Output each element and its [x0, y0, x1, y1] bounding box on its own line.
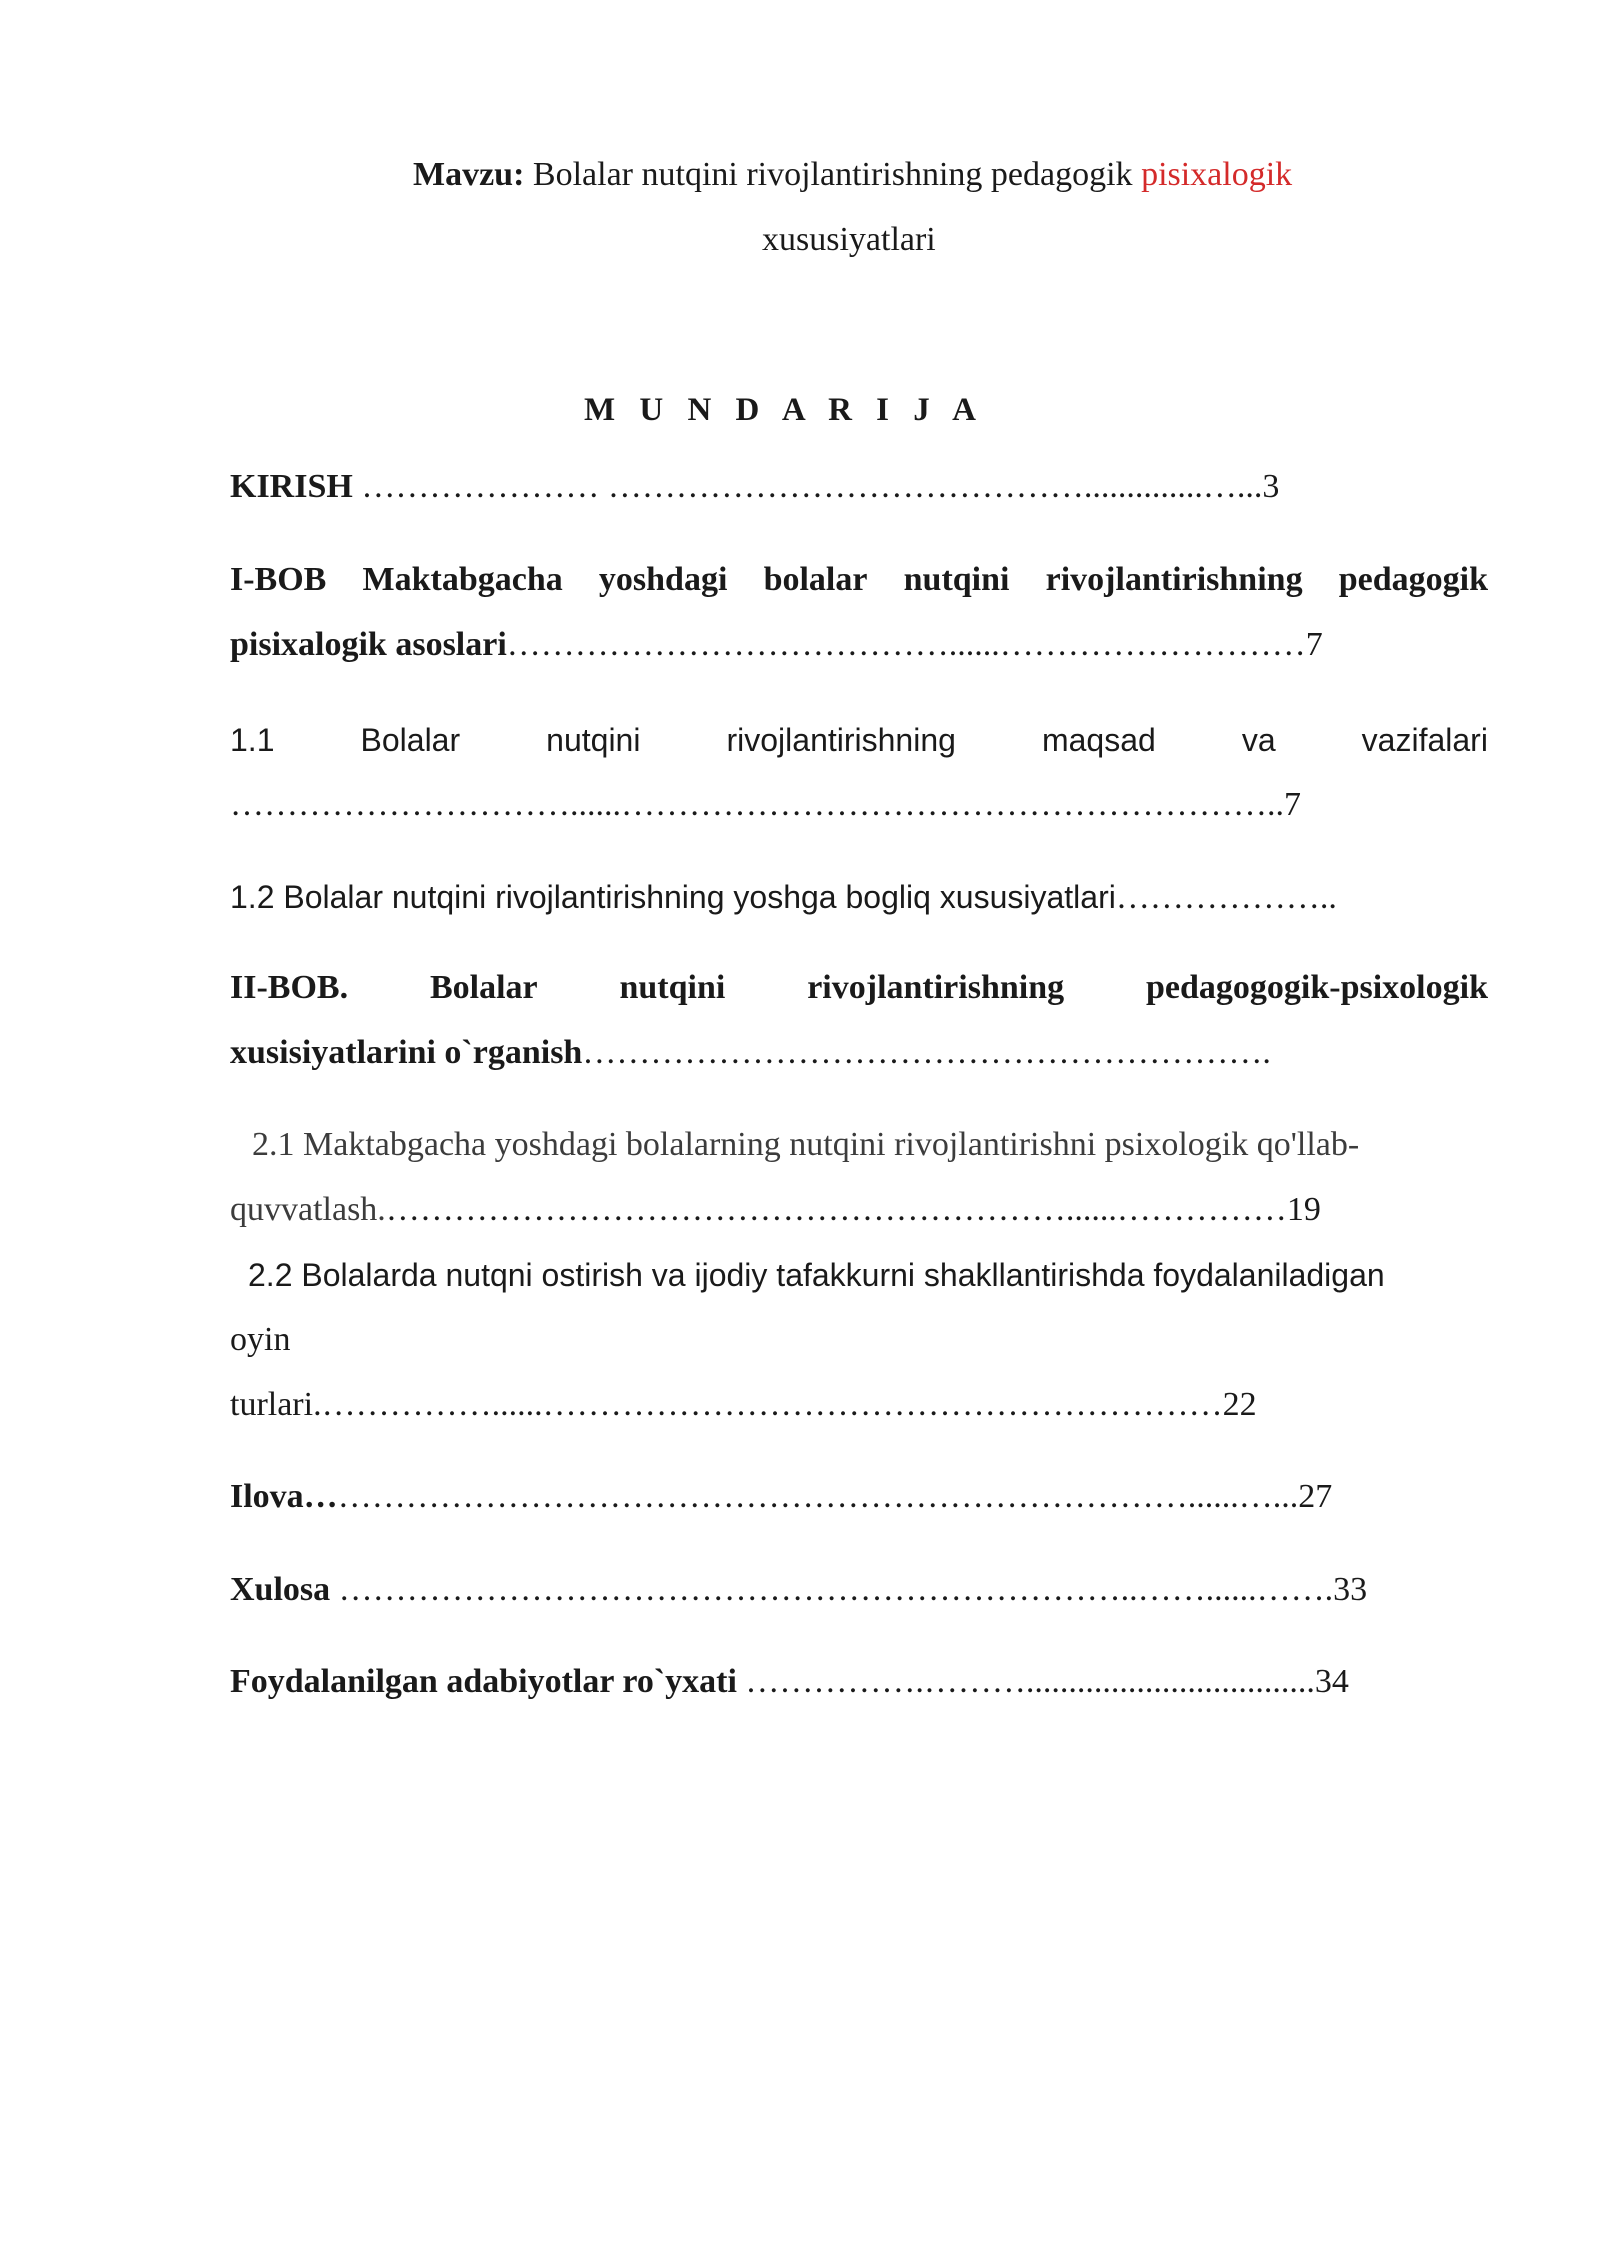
toc-word: pedagogik: [1338, 561, 1488, 598]
toc-page-number: 22: [1222, 1386, 1257, 1423]
toc-entry-1-1-line1: [230, 720, 1488, 760]
toc-entry-bob1-line1: [230, 560, 1488, 600]
toc-entry-kirish: [230, 467, 1279, 507]
toc-word: nutqini: [619, 969, 726, 1006]
topic-label: Mavzu:: [413, 156, 525, 193]
toc-page-number: 7: [1284, 786, 1301, 823]
toc-heading: M U N D A R I J A: [584, 392, 985, 428]
toc-entry-1-1-line2: [230, 785, 1301, 825]
toc-word: I-BOB: [230, 561, 327, 598]
toc-dots: ……………………………………………………………..……......…….: [338, 1571, 1334, 1608]
toc-entry-2-2-line3: [230, 1385, 1257, 1425]
toc-page-number: 33: [1333, 1571, 1368, 1608]
toc-entry-label: Xulosa: [230, 1571, 331, 1608]
topic-line-1: [413, 155, 1292, 195]
toc-page-number: 19: [1286, 1191, 1321, 1228]
toc-dots: …………….………..................................: [745, 1663, 1315, 1700]
toc-dots: ………………..: [1115, 879, 1337, 916]
toc-word: nutqini: [546, 722, 641, 758]
toc-entry-bob2-line1: [230, 968, 1488, 1008]
toc-page-number: 7: [1305, 626, 1323, 663]
toc-entry-ilova: [230, 1477, 1332, 1517]
toc-entry-label: quvvatlash.: [230, 1191, 386, 1228]
toc-entry-label: Foydalanilgan adabiyotlar ro`yxati: [230, 1663, 737, 1700]
toc-word: nutqini: [903, 561, 1010, 598]
toc-entry-2-1-line1: 2.1 Maktabgacha yoshdagi bolalarning nutqini rivojlantirishni psixologik qo'llab-: [252, 1126, 1360, 1163]
toc-word: rivojlantirishning: [726, 722, 956, 758]
toc-word: II-BOB.: [230, 969, 349, 1006]
toc-word: pedagogogik-psixologik: [1146, 969, 1488, 1006]
toc-word: yoshdagi: [598, 561, 728, 598]
toc-dots: ………………… ……………………………………..............…...: [361, 468, 1263, 505]
toc-entry-1-2: [230, 877, 1337, 918]
toc-page-number: 34: [1314, 1663, 1349, 1700]
topic-line-2: xususiyatlari: [762, 221, 936, 258]
toc-entry-label: KIRISH: [230, 468, 353, 505]
toc-entry-label: Ilova…: [230, 1478, 338, 1515]
toc-dots: …………………………………......………………………: [506, 626, 1306, 663]
toc-entry-2-2-line2: oyin: [230, 1321, 291, 1358]
toc-word: va: [1241, 722, 1276, 758]
toc-dots: ……………......……………………………………………………: [321, 1386, 1223, 1423]
toc-dots: …………………………......…………………………………………………..: [230, 786, 1284, 823]
toc-entry-references: [230, 1662, 1349, 1702]
toc-word: rivojlantirishning: [807, 969, 1065, 1006]
toc-word: maqsad: [1041, 722, 1156, 758]
topic-highlight: pisixalogik: [1141, 156, 1293, 193]
toc-dots: …………………………………………………………………......…...: [337, 1478, 1299, 1515]
toc-page-number: 27: [1298, 1478, 1333, 1515]
toc-page-number: 3: [1262, 468, 1280, 505]
toc-word: bolalar: [763, 561, 868, 598]
toc-entry-bob2-line2: [230, 1033, 1271, 1073]
toc-entry-label: xusisiyatlarini o`rganish: [230, 1034, 583, 1071]
toc-entry-label: 1.2 Bolalar nutqini rivojlantirishning yoshga bogliq xususiyatlari: [230, 879, 1116, 915]
toc-entry-bob1-line2: [230, 625, 1323, 665]
toc-word: Bolalar: [360, 722, 461, 758]
toc-entry-2-1-line2: [230, 1190, 1321, 1230]
toc-dots: …………………………………………………….: [582, 1034, 1271, 1071]
toc-word: vazifalari: [1361, 722, 1488, 758]
toc-word: rivojlantirishning: [1045, 561, 1303, 598]
toc-word: Bolalar: [429, 969, 538, 1006]
toc-word: Maktabgacha: [362, 561, 563, 598]
toc-entry-xulosa: [230, 1570, 1367, 1610]
toc-entry-label: turlari.: [230, 1386, 322, 1423]
toc-dots: ……………………………………………………......……………: [385, 1191, 1287, 1228]
toc-entry-label: pisixalogik asoslari: [230, 626, 507, 663]
topic-text: Bolalar nutqini rivojlantirishning pedagogik: [532, 156, 1133, 193]
toc-word: 1.1: [230, 722, 275, 758]
toc-entry-2-2-line1: 2.2 Bolalarda nutqni ostirish va ijodiy tafakkurni shakllantirishda foydalaniladigan: [248, 1257, 1385, 1293]
